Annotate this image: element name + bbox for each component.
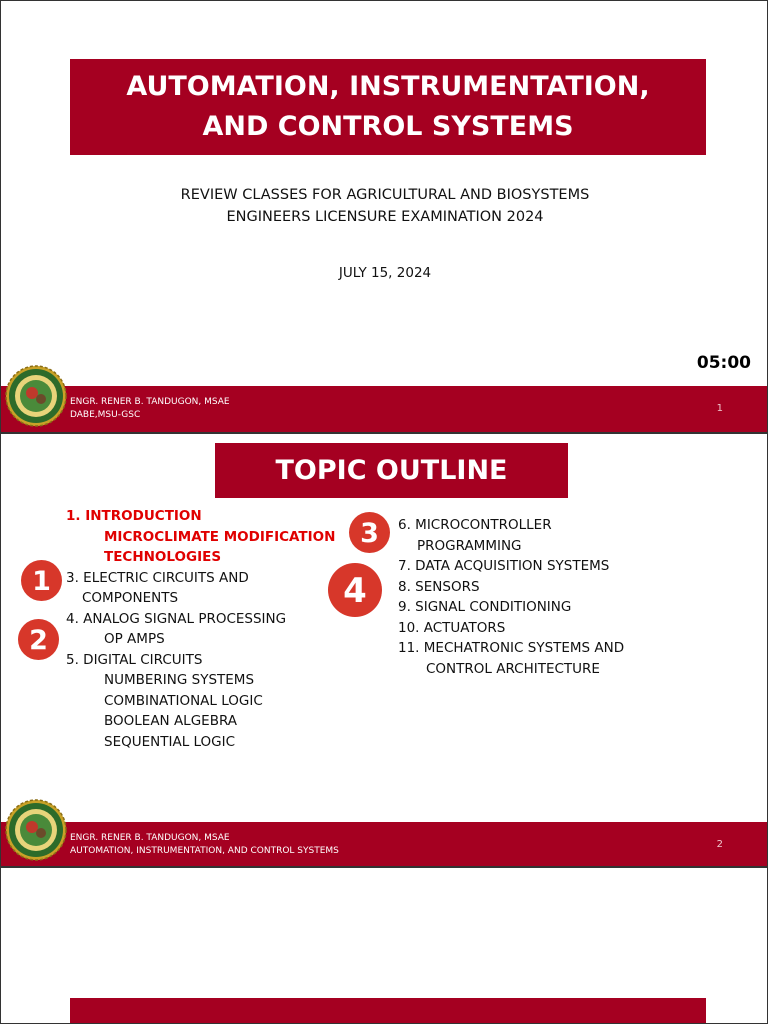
badge-label: 3 bbox=[360, 518, 379, 549]
page-number: 1 bbox=[716, 403, 723, 414]
page-number: 2 bbox=[716, 839, 723, 850]
footer-affiliation: DABE,MSU-GSC bbox=[70, 410, 141, 420]
outline-item-cont: COMPONENTS bbox=[82, 590, 179, 606]
slide-3 bbox=[0, 867, 768, 1024]
slide-1-footer bbox=[1, 386, 768, 433]
number-badge-1 bbox=[20, 559, 63, 602]
footer-text bbox=[70, 396, 230, 422]
slide-2-title: TOPIC OUTLINE bbox=[215, 443, 568, 498]
slide-1 bbox=[0, 0, 768, 433]
outline-item: 3. ELECTRIC CIRCUITS AND bbox=[66, 569, 249, 586]
outline-subitem: NUMBERING SYSTEMS bbox=[104, 672, 255, 688]
outline-subitem: BOOLEAN ALGEBRA bbox=[104, 713, 238, 729]
number-badge-4 bbox=[327, 562, 383, 618]
outline-right-column bbox=[398, 515, 624, 679]
footer-presenter: ENGR. RENER B. TANDUGON, MSAE bbox=[70, 397, 230, 407]
number-badge-2 bbox=[17, 618, 60, 661]
outline-subitem: SEQUENTIAL LOGIC bbox=[104, 733, 236, 750]
badge-label: 2 bbox=[29, 625, 48, 656]
slide-2-footer bbox=[1, 822, 768, 867]
slide-2 bbox=[0, 433, 768, 867]
university-seal-logo bbox=[5, 365, 67, 427]
number-badge-3 bbox=[348, 511, 391, 554]
outline-item: 4. ANALOG SIGNAL PROCESSING bbox=[66, 610, 287, 627]
outline-item-cont: PROGRAMMING bbox=[417, 537, 522, 554]
university-seal-logo bbox=[5, 799, 67, 861]
subtitle-line-2: ENGINEERS LICENSURE EXAMINATION 2024 bbox=[226, 209, 544, 225]
subtitle-line-1: REVIEW CLASSES FOR AGRICULTURAL AND BIOSYSTEMS bbox=[180, 187, 590, 203]
outline-item-cont: CONTROL ARCHITECTURE bbox=[426, 660, 600, 677]
slide-1-title: AUTOMATION, INSTRUMENTATION, AND CONTROL SYSTEMS bbox=[70, 59, 706, 155]
badge-label: 1 bbox=[32, 566, 51, 597]
outline-item: 11. MECHATRONIC SYSTEMS AND bbox=[398, 640, 625, 656]
outline-item: 10. ACTUATORS bbox=[398, 619, 506, 636]
outline-item: 7. DATA ACQUISITION SYSTEMS bbox=[398, 558, 610, 574]
outline-item: 1. INTRODUCTION bbox=[66, 508, 202, 524]
outline-subitem: TECHNOLOGIES bbox=[104, 549, 222, 565]
outline-subitem: OP AMPS bbox=[104, 631, 165, 647]
badge-label: 4 bbox=[343, 571, 367, 611]
outline-item: 5. DIGITAL CIRCUITS bbox=[66, 651, 203, 668]
footer-presenter: ENGR. RENER B. TANDUGON, MSAE bbox=[70, 833, 230, 843]
slide-1-date: JULY 15, 2024 bbox=[338, 265, 432, 281]
outline-item: 6. MICROCONTROLLER bbox=[398, 517, 552, 533]
slide-3-title-bar bbox=[70, 998, 706, 1024]
slide-1-subtitle bbox=[1, 184, 768, 228]
outline-left-column bbox=[66, 506, 335, 752]
outline-item: 9. SIGNAL CONDITIONING bbox=[398, 599, 572, 615]
countdown-timer: 05:00 bbox=[696, 353, 751, 373]
outline-subitem: COMBINATIONAL LOGIC bbox=[104, 692, 263, 709]
outline-subitem: MICROCLIMATE MODIFICATION bbox=[104, 528, 336, 545]
outline-item: 8. SENSORS bbox=[398, 578, 480, 595]
footer-text bbox=[70, 832, 339, 858]
footer-course: AUTOMATION, INSTRUMENTATION, AND CONTROL SYSTEMS bbox=[70, 846, 339, 856]
